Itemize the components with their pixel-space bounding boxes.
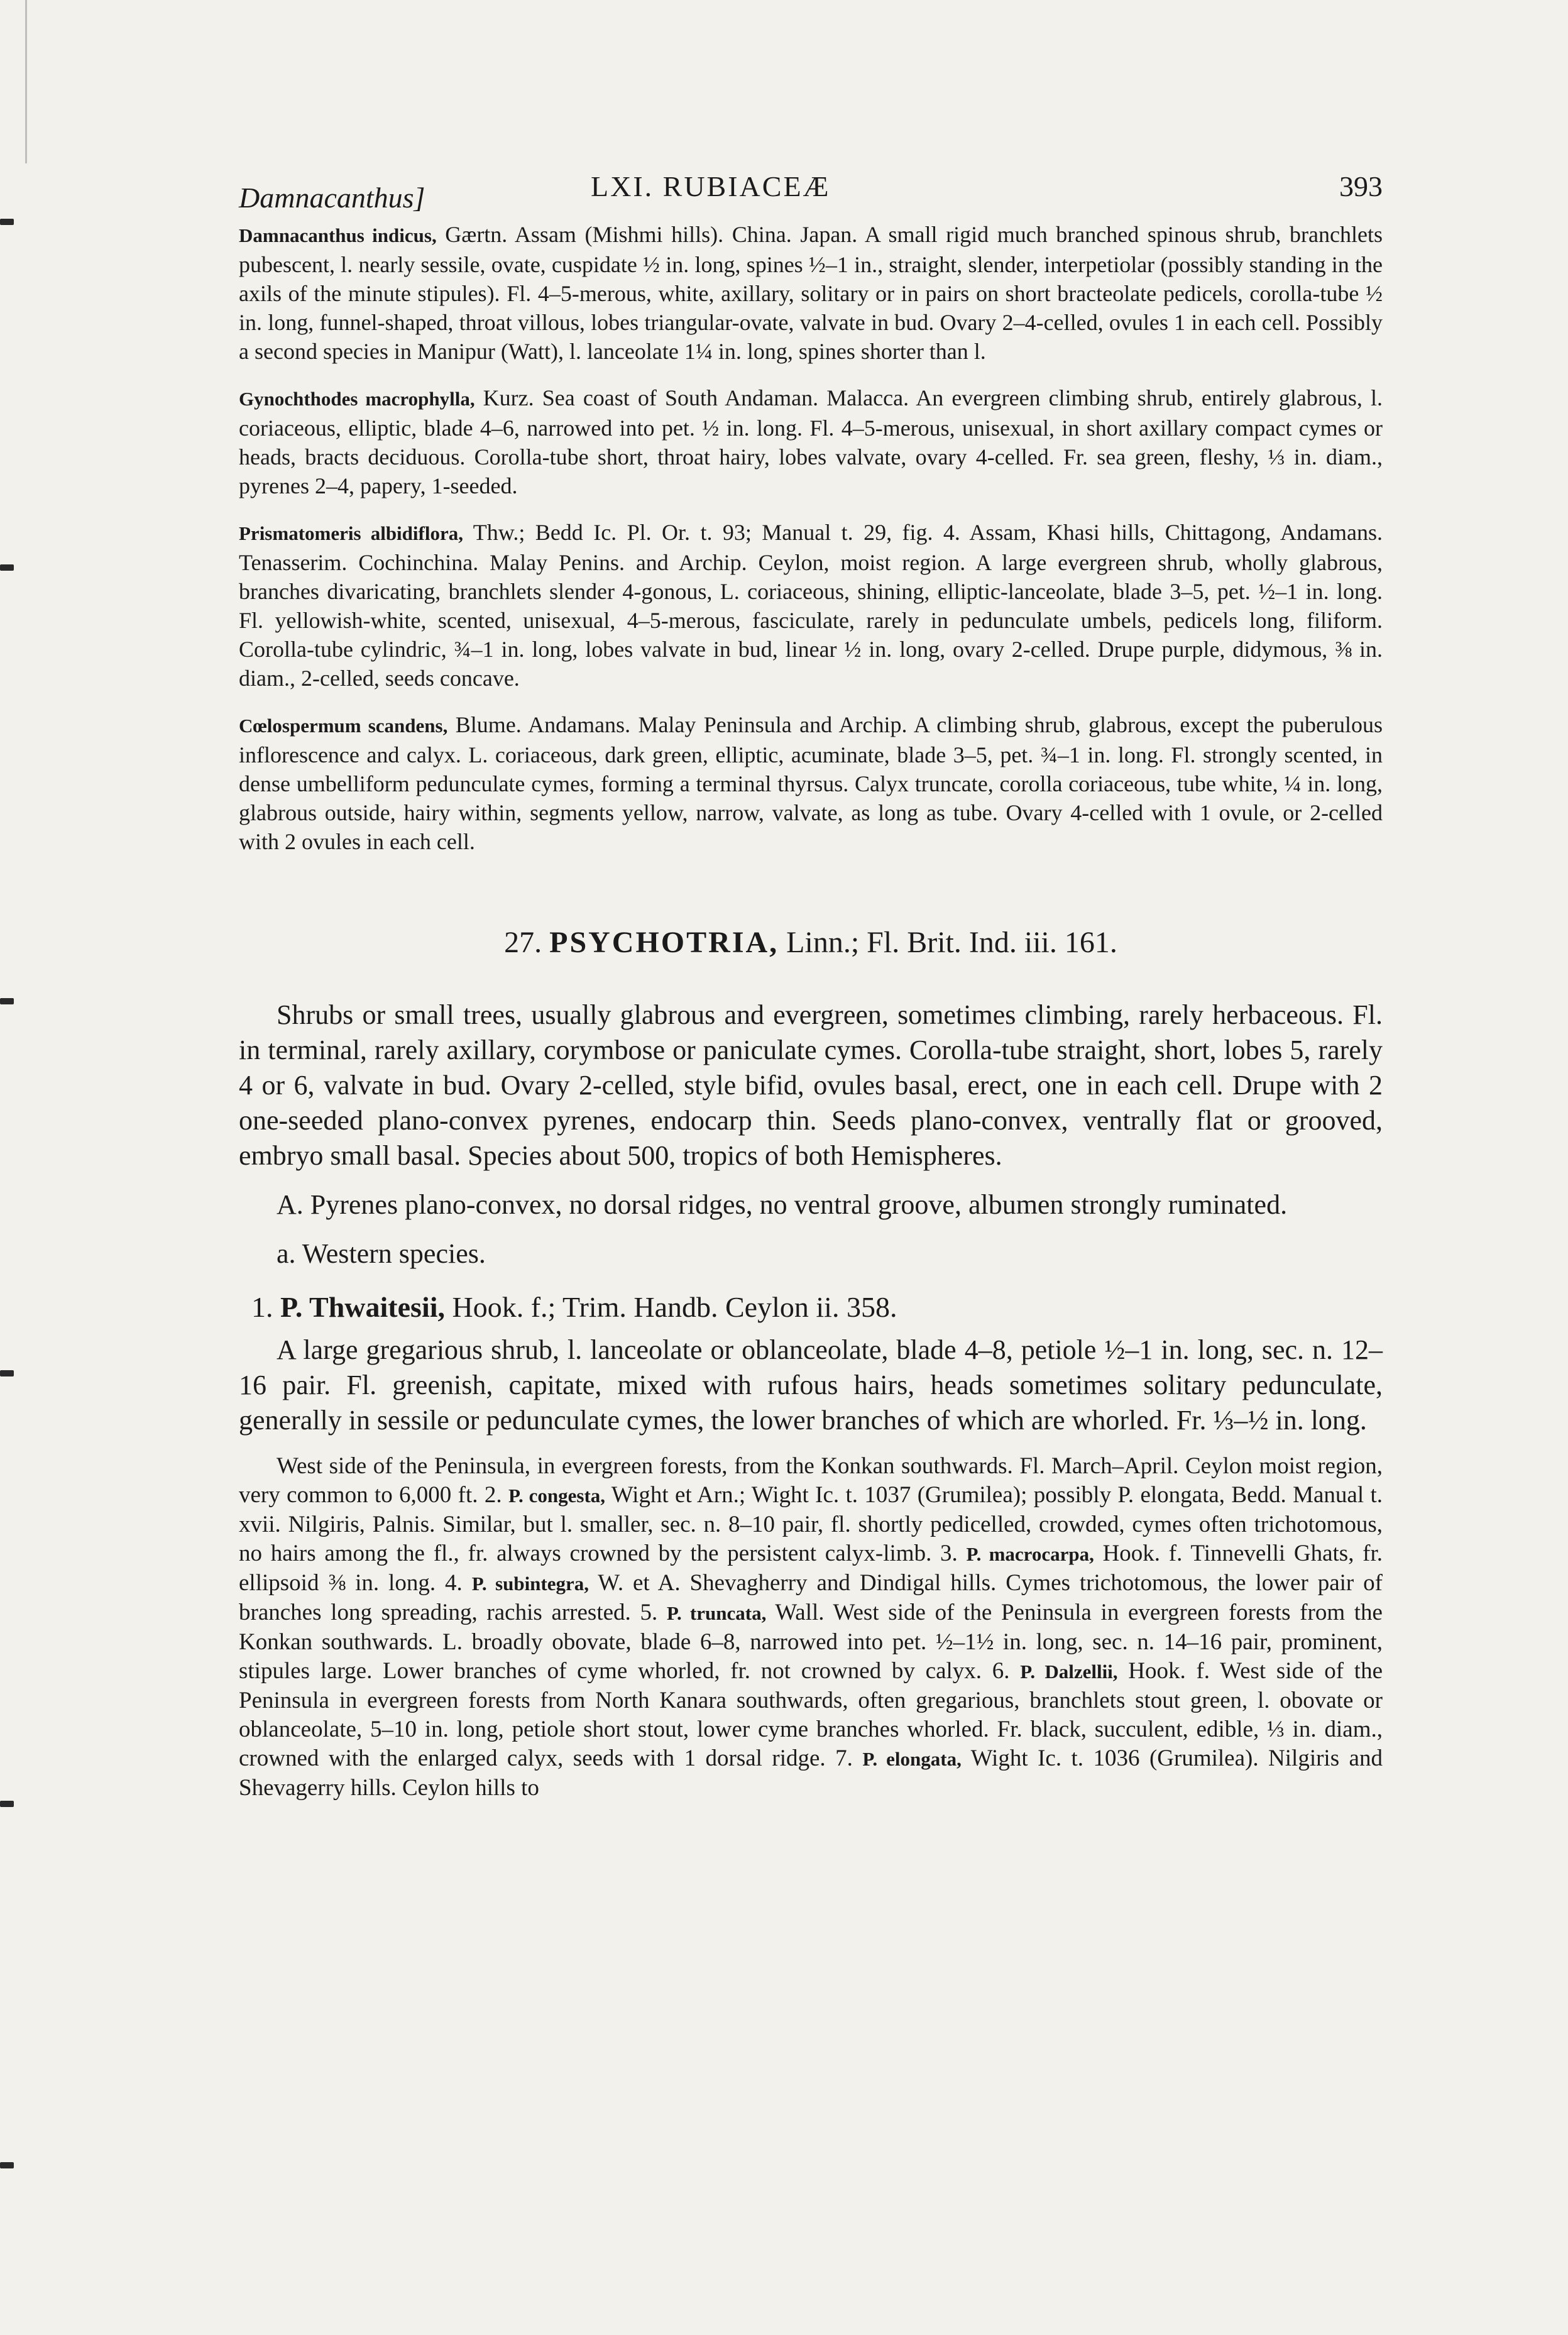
genus-reference: Linn.; Fl. Brit. Ind. iii. 161. — [779, 926, 1117, 959]
entry-text: Blume. Andamans. Malay Peninsula and Archip. A climbing shrub, glabrous, except the puberulous inflorescence and calyx. L. coriaceous, dark green, elliptic, acuminate, blade 3–5, pet. ¾–1 in. long. Fl. strongly scented, in dense umbelliform pedunculate cymes, forming a terminal thyrsus. Calyx truncate, corolla coriaceous, tube white, ¼ in. long, glabrous outside, hairy within, segments yellow, narrow, valvate, as long as tube. Ovary 4-celled with 1 ovule, or 2-celled with 2 ovules in each cell. — [239, 712, 1383, 854]
page-content — [239, 170, 1383, 1803]
entry-damnacanthus — [239, 220, 1383, 366]
entry-name: Damnacanthus indicus, — [239, 224, 437, 246]
species-description: A large gregarious shrub, l. lanceolate or oblanceolate, blade 4–8, petiole ½–1 in. long, sec. n. 12–16 pair. Fl. greenish, capitate, mixed with rufous hairs, heads sometimes solitary pedunculate, generally in sessile or pedunculate cymes, the lower branches of which are whorled. Fr. ⅓–½ in. long. — [239, 1334, 1383, 1436]
genus-number: 27. — [504, 926, 542, 959]
entry-name: Cœlospermum scandens, — [239, 715, 448, 737]
margin-mark — [0, 998, 14, 1004]
species-name: P. Thwaitesii, — [280, 1291, 446, 1323]
key-section-a: A. Pyrenes plano-convex, no dorsal ridges, no ventral groove, albumen strongly ruminated. — [277, 1189, 1288, 1220]
margin-mark — [0, 564, 14, 571]
key-subsection-a: a. Western species. — [277, 1238, 486, 1269]
entry-text: Kurz. Sea coast of South Andaman. Malacca. An evergreen climbing shrub, entirely glabrous, l. coriaceous, elliptic, blade 4–6, narrowed into pet. ½ in. long. Fl. 4–5-merous, unisexual, in short axillary compact cymes or heads, bracts deciduous. Corolla-tube short, throat hairy, lobes valvate, ovary 4-celled. Fr. sea green, fleshy, ⅓ in. diam., pyrenes 2–4, papery, 1-seeded. — [239, 385, 1383, 498]
entry-name: Gynochthodes macrophylla, — [239, 388, 475, 410]
genus-heading — [239, 925, 1383, 960]
margin-rule — [25, 0, 27, 163]
entry-text: Thw.; Bedd Ic. Pl. Or. t. 93; Manual t. 29, fig. 4. Assam, Khasi hills, Chittagong, Andamans. Tenasserim. Cochinchina. Malay Penins. and Archip. Ceylon, moist region. A large evergreen shrub, wholly glabrous, branches divaricating, branchlets slender 4-gonous, L. coriaceous, shining, elliptic-lanceolate, blade 3–5, pet. ½–1 in. long. Fl. yellowish-white, scented, unisexual, 4–5-merous, fasciculate, rarely in pedunculate umbels, pedicels long, filiform. Corolla-tube cylindric, ¾–1 in. long, lobes valvate in bud, linear ½ in. long, ovary 2-celled. Drupe purple, didymous, ⅜ in. diam., 2-celled, seeds concave. — [239, 520, 1383, 691]
margin-mark — [0, 219, 14, 225]
entry-prismatomeris — [239, 518, 1383, 693]
genus-description: Shrubs or small trees, usually glabrous and evergreen, sometimes climbing, rarely herbaceous. Fl. in terminal, rarely axillary, corymbose or paniculate cymes. Corolla-tube straight, short, lobes 5, rarely 4 or 6, valvate in bud. Ovary 2-celled, style bifid, ovules basal, erect, one in each cell. Drupe with 2 one-seeded plano-convex pyrenes, endocarp thin. Seeds plano-convex, ventrally flat or grooved, embryo small basal. Species about 500, tropics of both Hemispheres. — [239, 999, 1383, 1171]
entry-coelospermum — [239, 710, 1383, 856]
running-head — [239, 170, 1383, 220]
running-head-center: LXI. RUBIACEÆ — [591, 170, 831, 202]
margin-mark — [0, 1370, 14, 1376]
margin-mark — [0, 2162, 14, 2168]
margin-mark — [0, 1801, 14, 1807]
species-heading — [239, 1290, 1383, 1324]
entry-name: Prismatomeris albidiflora, — [239, 522, 463, 544]
page-number: 393 — [1339, 170, 1383, 202]
species-notes: West side of the Peninsula, in evergreen forests, from the Konkan southwards. Fl. March–April. Ceylon moist region, very common to 6,000 ft. 2. P. congesta, Wight et Arn.; Wight Ic. t. 1037 (Grumilea); possibly P. elongata, Bedd. Manual t. xvii. Nilgiris, Palnis. Similar, but l. smaller, sec. n. 8–10 pair, fl. shortly pedicelled, crowded, cymes often trichotomous, no hairs among the fl., fr. always crowned by the persistent calyx-limb. 3. P. macrocarpa, Hook. f. Tinnevelli Ghats, fr. ellipsoid ⅜ in. long. 4. P. subintegra, W. et A. Shevagherry and Dindigal hills. Cymes trichotomous, the lower pair of branches long spreading, rachis arrested. 5. P. truncata, Wall. West side of the Peninsula in evergreen forests from the Konkan southwards. L. broadly obovate, blade 6–8, narrowed into pet. ½–1½ in. long, sec. n. 14–16 pair, prominent, stipules large. Lower branches of cyme whorled, fr. not crowned by calyx. 6. P. Dalzellii, Hook. f. West side of the Peninsula in evergreen forests from North Kanara southwards, often gregarious, branchlets stout green, l. obovate or oblanceolate, 5–10 in. long, petiole short stout, lower cyme branches whorled. Fr. black, succulent, edible, ⅓ in. diam., crowned with the enlarged calyx, seeds with 1 dorsal ridge. 7. P. elongata, Wight Ic. t. 1036 (Grumilea). Nilgiris and Shevagerry hills. Ceylon hills to — [239, 1453, 1383, 1801]
running-head-left: Damnacanthus] — [239, 182, 425, 214]
entry-gynochthodes — [239, 383, 1383, 500]
species-number: 1. — [251, 1291, 273, 1323]
genus-name: PSYCHOTRIA, — [549, 926, 779, 959]
entry-text: Gærtn. Assam (Mishmi hills). China. Japan. A small rigid much branched spinous shrub, branchlets pubescent, l. nearly sessile, ovate, cuspidate ½ in. long, spines ½–1 in., straight, slender, interpetiolar (possibly standing in the axils of the minute stipules). Fl. 4–5-merous, white, axillary, solitary or in pairs on short bracteolate pedicels, corolla-tube ½ in. long, funnel-shaped, throat villous, lobes triangular-ovate, valvate in bud. Ovary 2–4-celled, ovules 1 in each cell. Possibly a second species in Manipur (Watt), l. lanceolate 1¼ in. long, spines shorter than l. — [239, 222, 1383, 364]
species-reference: Hook. f.; Trim. Handb. Ceylon ii. 358. — [445, 1291, 897, 1323]
